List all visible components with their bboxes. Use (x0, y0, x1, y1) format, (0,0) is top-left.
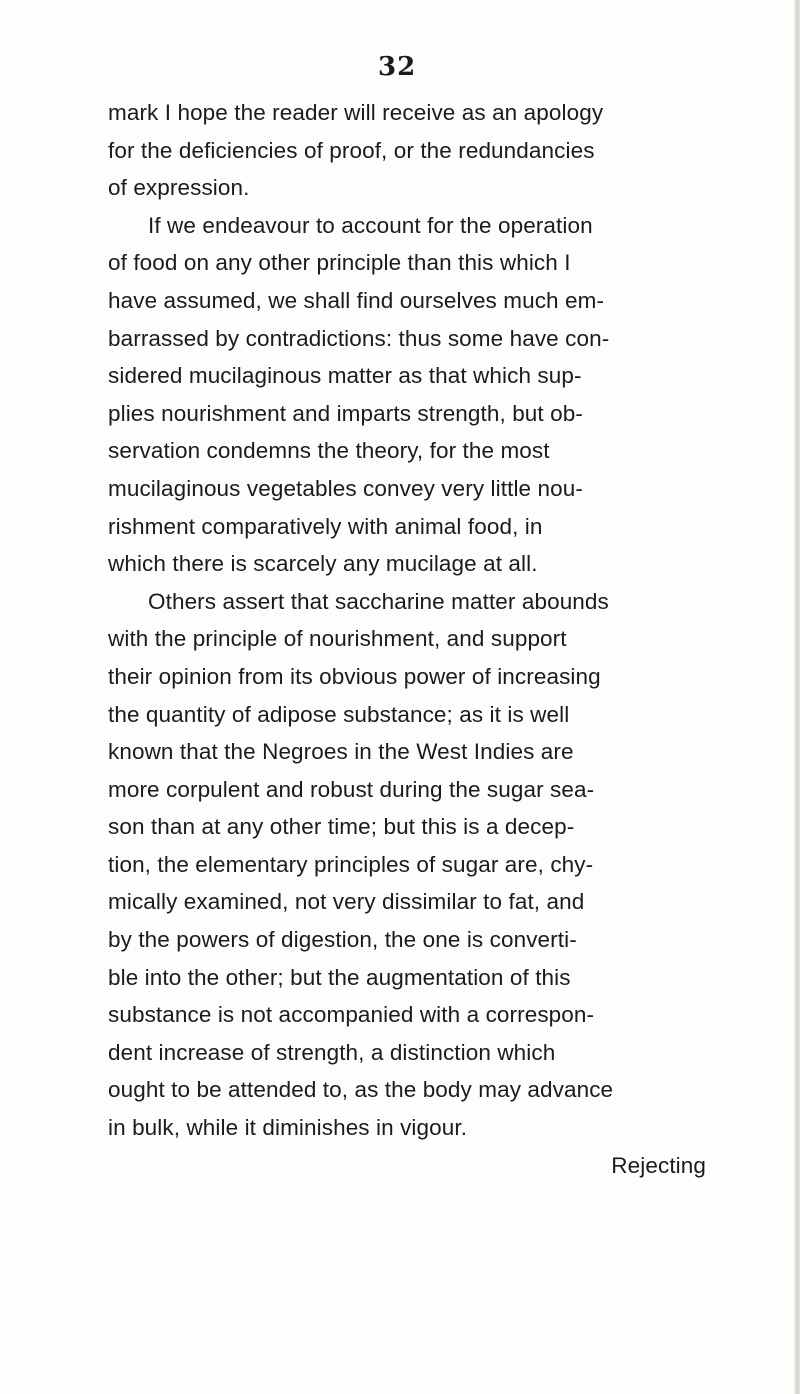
text-line: rishment comparatively with animal food, in (108, 513, 543, 539)
text-line: for the deficiencies of proof, or the redundancies (108, 137, 595, 163)
text-line: by the powers of digestion, the one is converti- (108, 927, 577, 953)
text-line: sidered mucilaginous matter as that which sup- (108, 363, 582, 389)
text-line: known that the Negroes in the West Indies are (108, 739, 574, 765)
text-line: with the principle of nourishment, and support (108, 626, 567, 652)
text-line: which there is scarcely any mucilage at all. (108, 551, 538, 577)
text-line: mically examined, not very dissimilar to fat, and (108, 889, 585, 915)
text-line: in bulk, while it diminishes in vigour. (108, 1115, 468, 1141)
paragraph-start-line: Others assert that saccharine matter abounds (148, 588, 609, 614)
text-line: ought to be attended to, as the body may advance (108, 1077, 614, 1103)
text-line: servation condemns the theory, for the most (108, 438, 550, 464)
text-line: their opinion from its obvious power of increasing (108, 663, 601, 689)
text-line: of food on any other principle than this which I (108, 250, 571, 276)
page-edge-shadow (794, 0, 800, 1394)
text-line: have assumed, we shall find ourselves much em- (108, 287, 605, 313)
text-line: dent increase of strength, a distinction which (108, 1039, 556, 1065)
text-line: son than at any other time; but this is a decep- (108, 814, 575, 840)
text-line: mark I hope the reader will receive as an apology (108, 100, 604, 125)
text-line: barrassed by contradictions: thus some have con- (108, 325, 610, 351)
paragraph-start-line: If we endeavour to account for the operation (148, 212, 593, 238)
text-line: ble into the other; but the augmentation of this (108, 964, 571, 990)
catchword: Rejecting (611, 1152, 706, 1178)
text-line: of expression. (108, 175, 250, 201)
text-line: plies nourishment and imparts strength, but ob- (108, 400, 583, 426)
text-line: tion, the elementary principles of sugar are, chy- (108, 851, 594, 877)
text-line: the quantity of adipose substance; as it is well (108, 701, 570, 727)
text-line: mucilaginous vegetables convey very little nou- (108, 475, 583, 501)
page-number: 32 (378, 52, 417, 82)
text-line: more corpulent and robust during the sugar sea- (108, 776, 595, 802)
text-line: substance is not accompanied with a correspon- (108, 1002, 595, 1028)
body-text (108, 94, 708, 1184)
